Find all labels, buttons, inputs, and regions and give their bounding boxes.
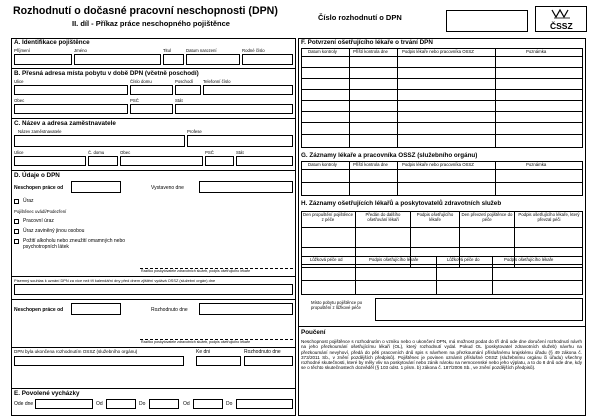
souhlas-label: Písemný souhlas k uznání DPN za více než tři kalendářní dny před dnem zjištění vydává OSSZ (služební orgán) dne: [14, 278, 216, 283]
table-h2-col-line: [492, 256, 493, 295]
table-h-row-line: [301, 247, 583, 248]
telefon-field[interactable]: [203, 85, 293, 95]
nazev-zamestnavatele-field[interactable]: [14, 135, 185, 147]
ke-dni-label: Ke dni: [196, 349, 211, 355]
field-label-poschodi: Poschodí: [175, 79, 193, 84]
table-g-col-line: [349, 161, 350, 196]
razitko-1-label: Razítko poskytovatele zdravotních služeb, podpis ošetřujícího lékaře: [141, 269, 251, 273]
pouceni-text: Neschopnost pojištěnce s rozhodnutím o vzniku nebo o ukončení DPN, má možnost podat do tří dnů ode dne doručení rozhodnutí návrh na jeho přezkoumání ošetřujícímu lékaři (OL), který rozhodnutí vydal. Pokud OL (poskytovatel zdravotních služeb) návrhu na přezkoumání nevyhoví, předá do pěti pracovních dnů spis s návrhem na přezkoumání příslušnému krajskému úřadu (§ 49 zákona č. 373/2011 Sb., v znění pozdějších předpisů). Pojištěnec je povinen oznámit příslušné OSSZ (služebnímu orgánu či úřadu) všechny rozhodné skutečnosti, které by měly vliv na poskytování nebo zánik nároku na nemocenské nebo jeho výplatu, a to do 8 dnů ode dne, kdy se o těchto skutečnostech dozvěděl (§ 103 odst. 1 písm. b) zákona č. 187/2006 Sb., ve znění pozdějších předpisů).: [301, 339, 582, 371]
table-h-header-podpis-prevzal: Podpis ošetřujícího lékaře, který převzal péči: [518, 212, 580, 222]
pojistenec-label: Pojištěnec uvádí/Podezření: [14, 209, 67, 214]
table-h-header-predan: Předán do dalšího ošetřování lékaři: [365, 212, 401, 222]
divider: [11, 170, 296, 171]
ode-dne-label: Ode dne: [14, 401, 34, 407]
section-h-title: H. Záznamy ošetřujících lékařů a poskytovatelů zdravotních služeb: [301, 200, 502, 207]
cssz-logo: [535, 6, 587, 32]
vystaveno-dne-label: Vystaveno dne: [151, 185, 184, 191]
table-h-header-den-prevzeti: Den převzetí pojištěnce do péče: [461, 212, 513, 222]
field-label-stat: Stát: [175, 98, 183, 103]
c-psc-field[interactable]: [205, 156, 234, 166]
c-stat-field[interactable]: [236, 156, 293, 166]
section-a-title: A. Identifikace pojištěnce: [14, 39, 90, 46]
field-label-telefon: Telefonní číslo: [203, 79, 231, 84]
field-label-c-cislo-domu: Č. domu: [88, 150, 105, 155]
table-f-row-line: [301, 122, 583, 123]
table-h2-col-line: [355, 256, 356, 295]
divider: [11, 68, 296, 69]
field-label-c-ulice: Ulice: [14, 150, 24, 155]
souhlas-field[interactable]: [14, 284, 293, 295]
divider: [11, 299, 296, 300]
table-g-row-line: [301, 182, 583, 183]
psc-field[interactable]: [130, 104, 173, 114]
field-label-ulice: Ulice: [14, 79, 24, 84]
table-f-row-line: [301, 100, 583, 101]
table-h-header-podpis: Podpis ošetřujícího lékaře: [416, 212, 454, 222]
c-ulice-field[interactable]: [14, 156, 86, 166]
logo-text: ČSSZ: [550, 21, 573, 31]
ulice-field[interactable]: [14, 85, 128, 95]
section-g-title: G. Záznamy lékaře a pracovníka OSSZ (služebního orgánu): [301, 152, 478, 159]
field-label-cislo-domu: Číslo domu: [130, 79, 152, 84]
number-label: Číslo rozhodnutí o DPN: [318, 13, 402, 22]
divider: [298, 326, 586, 327]
table-f-col-line: [349, 48, 350, 148]
obec-field[interactable]: [14, 104, 128, 114]
field-label-c-stat: Stát: [236, 150, 244, 155]
pouceni-title: Poučení: [301, 329, 326, 336]
ukonceni-label: DPN byla ukončena rozhodnutím OSSZ (služebního orgánu): [14, 349, 138, 354]
c-obec-field[interactable]: [120, 156, 203, 166]
table-h2-header-do: Lůžková péče do: [447, 257, 480, 262]
field-label-rodne-cislo: Rodné číslo: [242, 48, 265, 53]
table-f-header-datum: Datum kontroly: [308, 49, 337, 54]
section-c-title: C. Název a adresa zaměstnavatele: [14, 120, 116, 127]
od-field-1[interactable]: [106, 399, 136, 409]
table-f-row-line: [301, 78, 583, 79]
field-label-nazev-zamestnavatele: Název zaměstnavatele: [18, 129, 62, 134]
misto-pobytu-field[interactable]: [375, 298, 583, 321]
vystaveno-dne-field[interactable]: [199, 181, 293, 193]
stat-field[interactable]: [175, 104, 293, 114]
table-f-row-line: [301, 134, 583, 135]
table-g-col-line: [397, 161, 398, 196]
rozhodnuto-dne-2-label: Rozhodnuto dne: [244, 349, 281, 355]
alkohol-checkbox[interactable]: [14, 239, 19, 244]
uraz-checkbox[interactable]: [14, 199, 19, 204]
cssz-emblem-icon: [536, 7, 588, 21]
table-g-header-datum: Datum kontroly: [308, 162, 337, 167]
ukonceni-field[interactable]: [14, 356, 184, 366]
ke-dni-field[interactable]: [196, 356, 241, 366]
misto-pobytu-label: Místo pobytu pojištěnce po propuštění z lůžkové péče: [311, 300, 363, 310]
cislo-domu-field[interactable]: [130, 85, 173, 95]
od-field-2[interactable]: [193, 399, 223, 409]
table-h2-row-line: [301, 280, 583, 281]
table-h-header-den-propusteni: Den propuštění pojištěnce z péče: [303, 212, 353, 222]
table-h2-header-podpis-1: Podpis ošetřujícího lékaře: [369, 257, 419, 262]
rodne-cislo-field[interactable]: [242, 54, 293, 65]
c-cislo-domu-field[interactable]: [88, 156, 118, 166]
form-title: Rozhodnutí o dočasné pracovní neschopnosti (DPN): [13, 5, 278, 17]
table-h2-header-podpis-2: Podpis ošetřujícího lékaře: [504, 257, 554, 262]
pracovni-uraz-checkbox[interactable]: [14, 219, 19, 224]
neschopen-od-2-field[interactable]: [71, 303, 121, 315]
table-g-col-line: [495, 161, 496, 196]
table-f-col-line: [495, 48, 496, 148]
table-h2-col-line: [436, 256, 437, 295]
do-field-1[interactable]: [149, 399, 179, 409]
table-f-row-line: [301, 89, 583, 90]
uraz-jina-osoba-label: Úraz zaviněný jinou osobou: [23, 228, 85, 234]
table-f-row-line: [301, 111, 583, 112]
field-label-jmeno: Jméno: [74, 48, 87, 53]
number-field[interactable]: [446, 10, 528, 32]
ode-dne-field[interactable]: [35, 399, 93, 409]
section-e-title: E. Povolené vycházky: [14, 390, 80, 397]
datum-narozeni-field[interactable]: [186, 54, 240, 65]
rozhodnuto-dne-2-field[interactable]: [244, 356, 293, 366]
table-h-row-line: [301, 227, 583, 228]
od-label-2: Od: [183, 401, 190, 407]
table-h2-row-line: [301, 264, 583, 265]
profese-field[interactable]: [187, 135, 293, 147]
do-label-2: Do: [226, 401, 233, 407]
table-f-header-podpis: Podpis lékaře nebo pracovníka OSSZ: [402, 49, 474, 54]
section-b-title: B. Přesná adresa místa pobytu v době DPN (včetně poschodí): [14, 70, 199, 77]
form-subtitle: II. díl - Příkaz práce neschopného pojištěnce: [72, 19, 230, 28]
field-label-c-psc: PSČ: [205, 150, 214, 155]
section-d-title: D. Údaje o DPN: [14, 172, 60, 179]
table-h2-header-od: Lůžková péče od: [310, 257, 343, 262]
do-field-2[interactable]: [236, 399, 293, 409]
divider: [11, 347, 296, 348]
od-label-1: Od: [96, 401, 103, 407]
table-g-header-podpis: Podpis lékaře nebo pracovníka OSSZ: [402, 162, 474, 167]
field-label-titul: Titul: [163, 48, 171, 53]
do-label-1: Do: [139, 401, 146, 407]
poschodi-field[interactable]: [175, 85, 201, 95]
field-label-c-obec: Obec: [120, 150, 131, 155]
jmeno-field[interactable]: [74, 54, 161, 65]
rozhodnuto-dne-label: Rozhodnuto dne: [151, 307, 188, 313]
razitko-2-label: Razítko poskytovatele zdravotních služeb, podpis ošetřujícího lékaře: [141, 340, 251, 344]
field-label-prijmeni: Příjmení: [14, 48, 30, 53]
titul-field[interactable]: [163, 54, 184, 65]
divider: [11, 276, 296, 277]
rozhodnuto-dne-field[interactable]: [199, 303, 293, 315]
divider: [11, 388, 296, 389]
table-f-row-line: [301, 56, 583, 57]
table-f-col-line: [397, 48, 398, 148]
field-label-psc: PSČ: [130, 98, 139, 103]
uraz-label: Úraz: [23, 198, 34, 204]
neschopen-od-label: Neschopen práce od: [14, 185, 64, 191]
table-f: [301, 48, 583, 148]
divider: [11, 118, 296, 119]
neschopen-od-2-label: Neschopen práce od: [14, 307, 64, 313]
prijmeni-field[interactable]: [14, 54, 72, 65]
field-label-profese: Profese: [187, 129, 202, 134]
alkohol-label: Požití alkoholu nebo zneužití omamných nebo psychotropních látek: [23, 238, 126, 250]
table-f-header-poznamka: Poznámka: [526, 49, 547, 54]
field-label-obec: Obec: [14, 98, 25, 103]
table-g-row-line: [301, 169, 583, 170]
table-g-header-poznamka: Poznámka: [526, 162, 547, 167]
uraz-jina-osoba-checkbox[interactable]: [14, 229, 19, 234]
pracovni-uraz-label: Pracovní úraz: [23, 218, 54, 224]
section-f-title: F. Potvrzení ošetřujícího lékaře o trvání DPN: [301, 39, 433, 46]
table-f-row-line: [301, 67, 583, 68]
table-g-header-pristi: Příští kontrola dne: [353, 162, 388, 167]
neschopen-od-field[interactable]: [71, 181, 121, 193]
field-label-datum-narozeni: Datum narození: [186, 48, 217, 53]
table-f-header-pristi: Příští kontrola dne: [353, 49, 388, 54]
